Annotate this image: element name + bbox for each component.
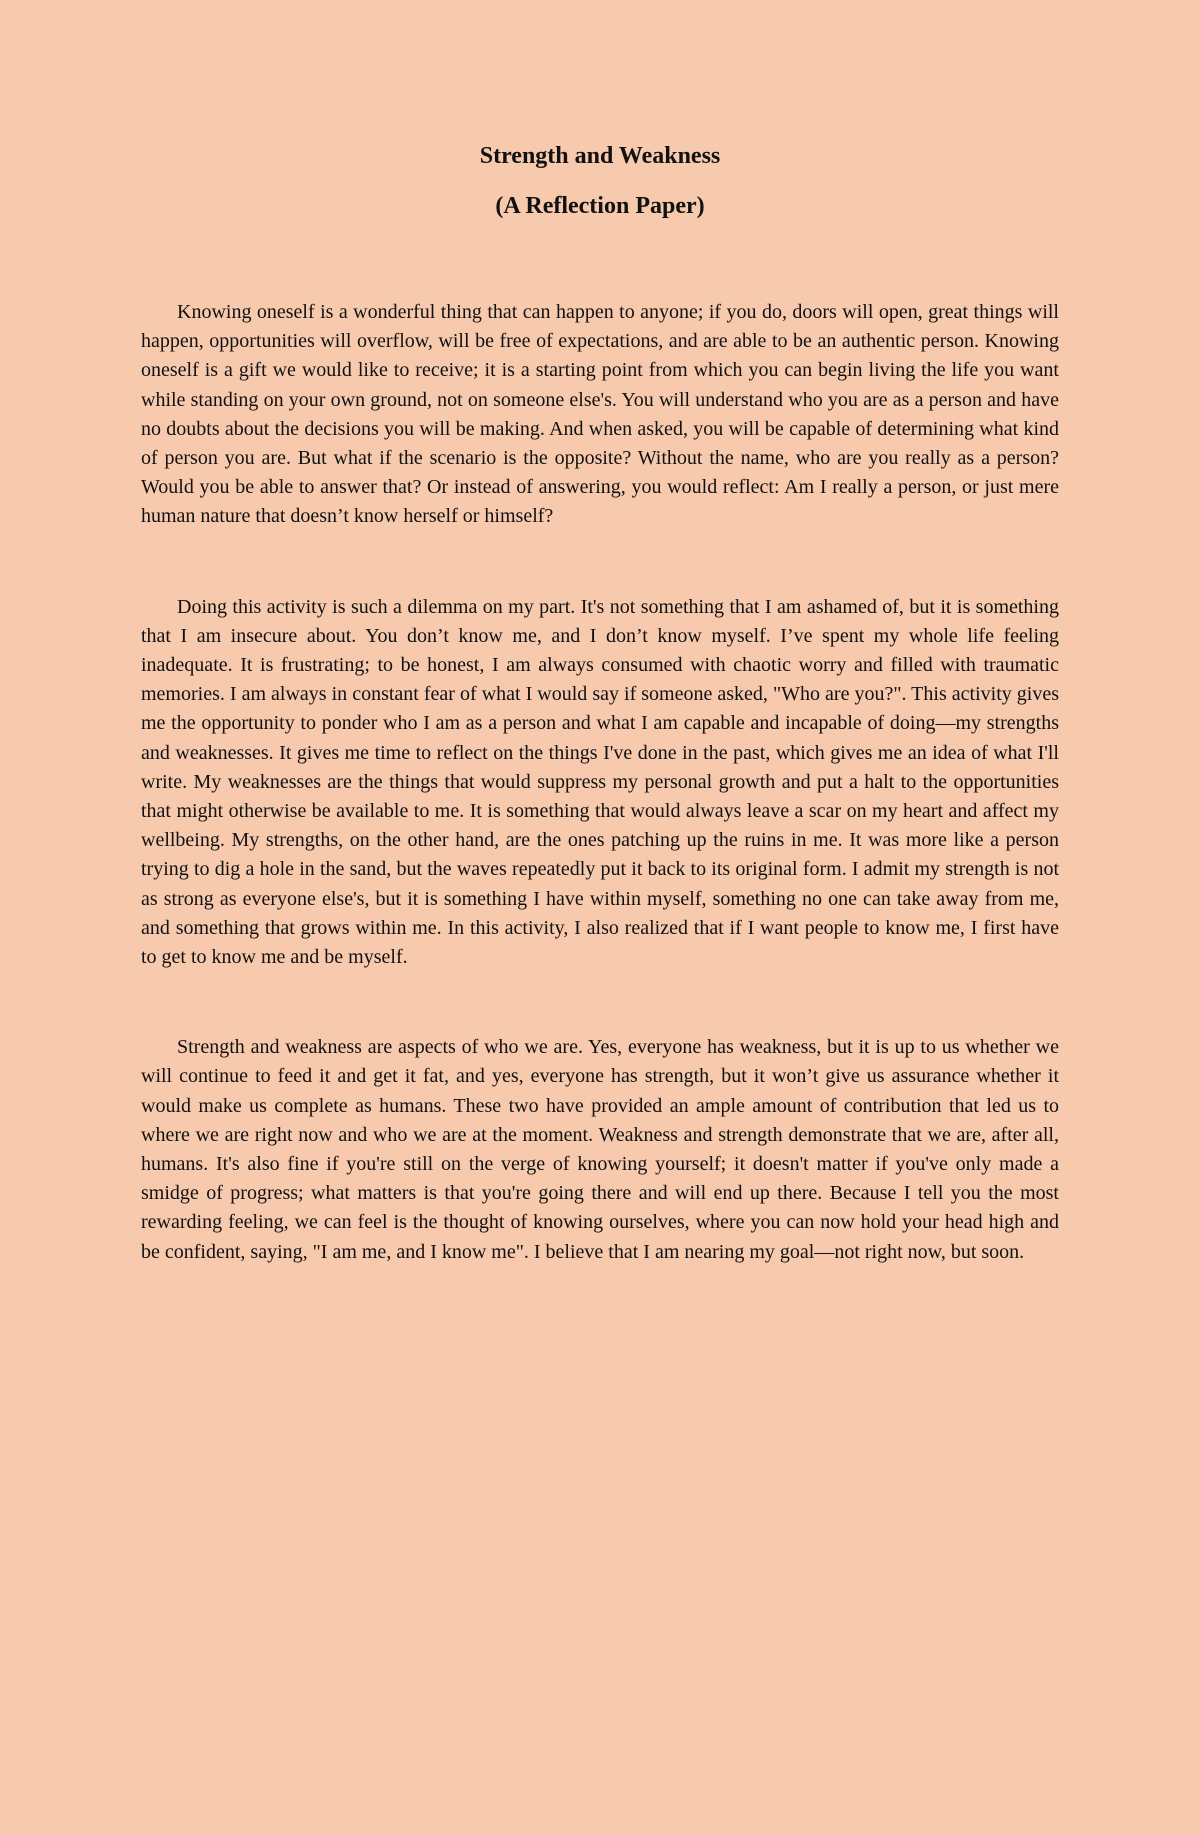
paragraph-2: Doing this activity is such a dilemma on my part. It's not something that I am ashamed of, but it is something that I am insecure about. You don’t know me, and I don’t know myself. I’ve spent my whole life feeling inadequate. It is frustrating; to be honest, I am always consumed with chaotic worry and filled with traumatic memories. I am always in constant fear of what I would say if someone asked, "Who are you?". This activity gives me the opportunity to ponder who I am as a person and what I am capable and incapable of doing—my strengths and weaknesses. It gives me time to reflect on the things I've done in the past, which gives me an idea of what I'll write. My weaknesses are the things that would suppress my personal growth and put a halt to the opportunities that might otherwise be available to me. It is something that would always leave a scar on my heart and affect my wellbeing. My strengths, on the other hand, are the ones patching up the ruins in me. It was more like a person trying to dig a hole in the sand, but the waves repeatedly put it back to its original form. I admit my strength is not as strong as everyone else's, but it is something I have within myself, something no one can take away from me, and something that grows within me. In this activity, I also realized that if I want people to know me, I first have to get to know me and be myself. (141, 595, 1059, 969)
document-subtitle: (A Reflection Paper) (495, 193, 705, 219)
document-page (141, 140, 1059, 1267)
document-title: Strength and Weakness (479, 143, 721, 169)
paragraph-3: Strength and weakness are aspects of who we are. Yes, everyone has weakness, but it is up to us whether we will continue to feed it and get it fat, and yes, everyone has strength, but it won’t give us assurance whether it would make us complete as humans. These two have provided an ample amount of contribution that led us to where we are right now and who we are at the moment. Weakness and strength demonstrate that we are, after all, humans. It's also fine if you're still on the verge of knowing yourself; it doesn't matter if you've only made a smidge of progress; what matters is that you're going there and will end up there. Because I tell you the most rewarding feeling, we can feel is the thought of knowing ourselves, where you can now hold your head high and be confident, saying, "I am me, and I know me". I believe that I am nearing my goal—not right now, but soon. (141, 1036, 1059, 1263)
paragraph-1: Knowing oneself is a wonderful thing that can happen to anyone; if you do, doors will open, great things will happen, opportunities will overflow, will be free of expectations, and are able to be an authentic person. Knowing oneself is a gift we would like to receive; it is a starting point from which you can begin living the life you want while standing on your own ground, not on someone else's. You will understand who you are as a person and have no doubts about the decisions you will be making. And when asked, you will be capable of determining what kind of person you are. But what if the scenario is the opposite? Without the name, who are you really as a person? Would you be able to answer that? Or instead of answering, you would reflect: Am I really a person, or just mere human nature that doesn’t know herself or himself? (141, 301, 1059, 528)
